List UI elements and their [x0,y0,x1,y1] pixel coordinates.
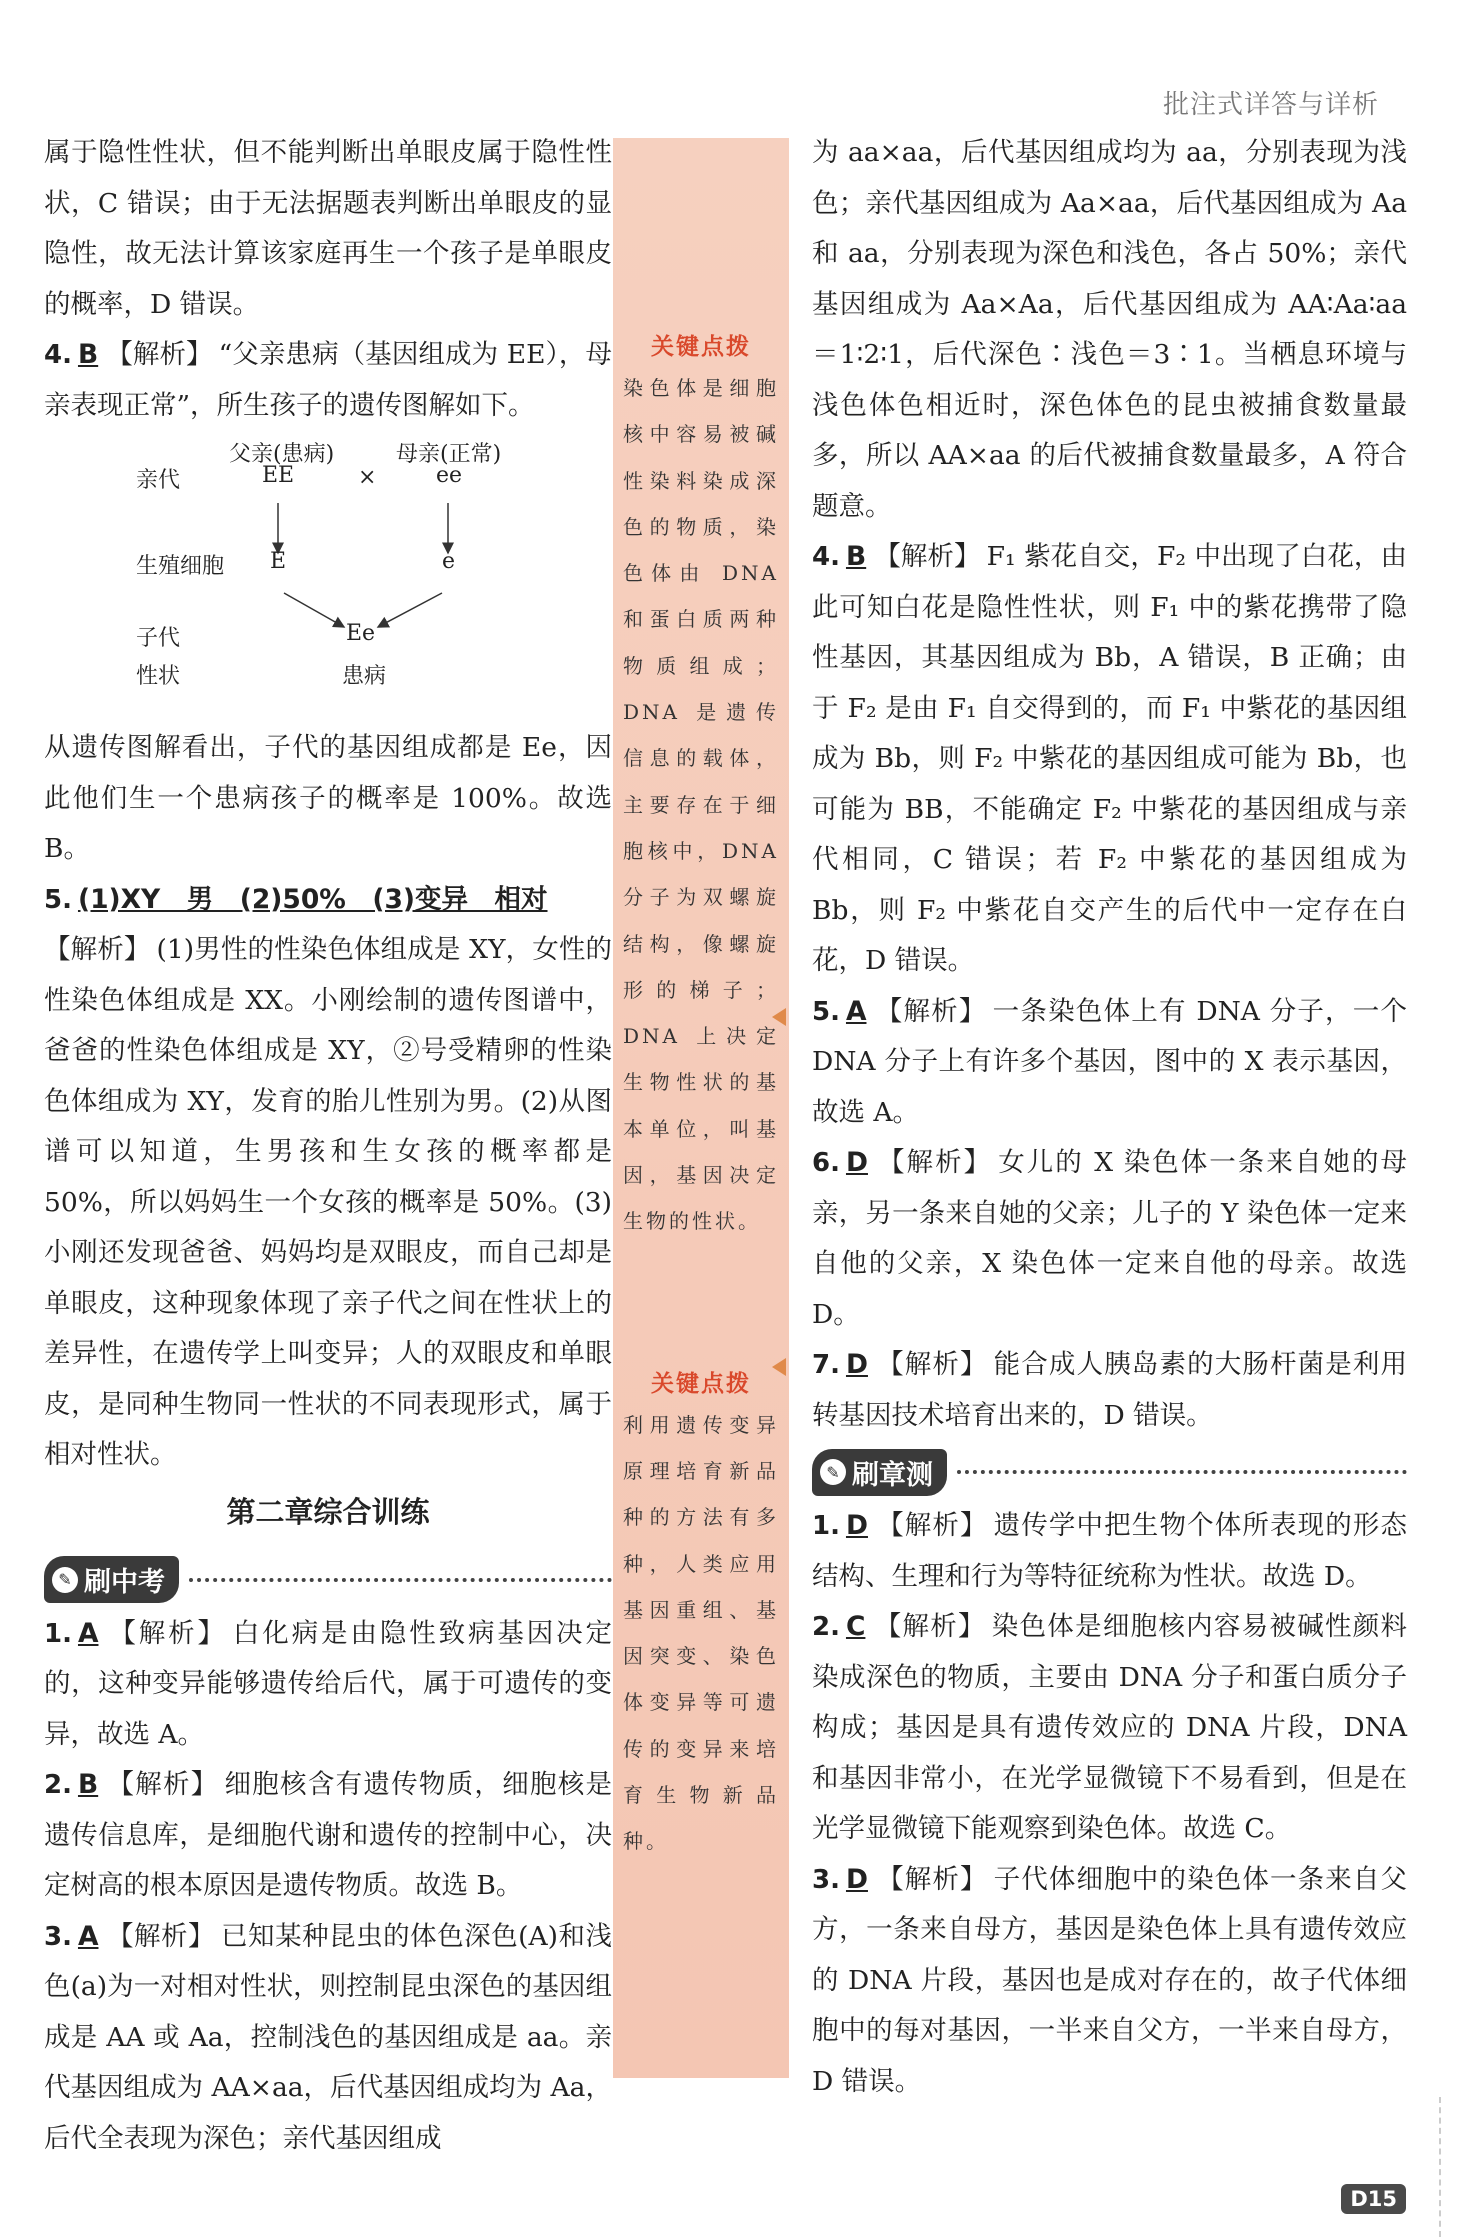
parent-row-label: 亲代 [136,468,181,493]
mother-gene: ee [436,463,463,488]
gamete-father: E [270,549,287,574]
badge-row-chapter [812,1445,1407,1499]
page-number: D15 [1341,2184,1406,2214]
exam-question-2: 2. B 【解析】 细胞核含有遗传物质，细胞核是遗传信息库，是细胞代谢和遗传的控制中心，决定树高的根本原因是遗传物质。故选 B。 [44,1769,613,1901]
exam-question-1: 1. A 【解析】 白化病是由隐性致病基因决定的，这种变异能够遗传给后代，属于可遗传的变异，故选 A。 [44,1617,613,1750]
father-gene: EE [262,463,295,488]
answer-text: (1)XY 男 (2)50% (3)变异 相对 [77,883,548,915]
pointer-arrow-icon [772,1358,786,1376]
gamete-row-label: 生殖细胞 [136,554,225,579]
continued-text-right: 为 aa×aa，后代基因组成均为 aa，分别表现为浅色；亲代基因组成为 Aa×aa，后代基因组成为 Aa 和 aa，分别表现为深色和浅色，各占 50%；亲代基因组成为 Aa×Aa，后代基因组成为 AA∶Aa∶aa＝1∶2∶1，后代深色∶浅色＝3∶1。当栖息环境与浅色体色相近时，深色体色的昆虫被捕食数量最多，所以 AA×aa 的后代被捕食数量最多，A 符合题意。 [812,137,1407,522]
mother-label: 母亲(正常) [396,442,502,467]
question-6-right: 6. D 【解析】 女儿的 X 染色体一条来自她的母亲，另一条来自她的父亲；儿子的 Y 染色体一定来自他的父亲，X 染色体一定来自他的母亲。故选 D。 [812,1147,1407,1330]
right-column [812,128,1407,2107]
trait-row-label: 性状 [136,664,181,689]
page-corner-decoration [1439,2097,1461,2237]
pen-icon: ✎ [820,1459,846,1485]
side-annotation-strip [613,138,789,2078]
offspring-trait: 患病 [342,664,387,689]
chapter-question-1: 1. D 【解析】 遗传学中把生物个体所表现的形态结构、生理和行为等特征统称为性状。故选 D。 [812,1510,1408,1592]
question-4-right: 4. B 【解析】 F₁ 紫花自交，F₂ 中出现了白花，由此可知白花是隐性性状，则 F₁ 中的紫花携带了隐性基因，其基因组成为 Bb，A 错误，B 正确；由于 F₂ 是由 F₁ 自交得到的，而 F₁ 中紫花的基因组成为 Bb，则 F₂ 中紫花的基因组成可能为 Bb，也可能为 BB，不能确定 F₂ 中紫花的基因组成与亲代相同，C 错误；若 F₂ 中紫花的基因组成为 Bb，则 F₂ 中紫花自交产生的后代中一定存在白花，D 错误。 [812,541,1408,976]
question-5: 5. (1)XY 男 (2)50% (3)变异 相对 [44,883,548,915]
dotted-divider [189,1578,612,1582]
left-column [44,128,612,2164]
answer-letter: B [77,339,99,370]
gamete-mother: e [442,549,456,574]
question-5-explanation: 【解析】 (1)男性的性染色体组成是 XY，女性的性染色体组成是 XX。小刚绘制的遗传图谱中，爸爸的性染色体组成是 XY，②号受精卵的性染色体组成为 XY，发育的胎儿性别为男。(2)从图谱可以知道，生男孩和生女孩的概率都是 50%，所以妈妈生一个女孩的概率是 50%。(3)小刚还发现爸爸、妈妈均是双眼皮，而自己却是单眼皮，这种现象体现了亲子代之间在性状上的差异性，在遗传学上叫变异；人的双眼皮和单眼皮，是同种生物同一性状的不同表现形式，属于相对性状。 [44,934,613,1470]
key-point-title-1: 关键点拨 [651,334,751,360]
pointer-arrow-icon [772,1008,786,1026]
page-header: 批注式详答与详析 [1162,90,1379,120]
question-4-conclusion: 从遗传图解看出，子代的基因组成都是 Ee，因此他们生一个患病孩子的概率是 100%。故选 B。 [44,732,612,864]
question-4: 4. B 【解析】 “父亲患病（基因组成为 EE），母亲表现正常”，所生孩子的遗传图解如下。 [44,339,612,421]
diagram-arrows [44,431,612,723]
question-5-right: 5. A 【解析】 一条染色体上有 DNA 分子，一个 DNA 分子上有许多个基因，图中的 X 表示基因，故选 A。 [812,995,1408,1128]
key-point-title-2: 关键点拨 [651,1370,751,1397]
cross-symbol: × [358,465,377,490]
pen-icon: ✎ [52,1567,78,1593]
chapter-question-2: 2. C 【解析】 染色体是细胞核内容易被碱性颜料染成深色的物质，主要由 DNA 分子和蛋白质分子构成；基因是具有遗传效应的 DNA 片段，DNA 和基因非常小，在光学显微镜下不易看到，但是在光学显微镜下能观察到染色体。故选 C。 [812,1611,1408,1844]
father-label: 父亲(患病) [229,442,335,467]
chapter-question-3: 3. D 【解析】 子代体细胞中的染色体一条来自父方，一条来自母方，基因是染色体上具有遗传效应的 DNA 片段，基因也是成对存在的，故子代体细胞中的每对基因，一半来自父方，一半来自母方，D 错误。 [812,1863,1408,2097]
dotted-divider [957,1470,1407,1474]
key-point-text-2: 利用遗传变异原理培育新品种的方法有多种，人类应用基因重组、基因突变、染色体变异等可遗传的变异来培育生物新品种。 [623,1412,779,1854]
offspring-gene: Ee [346,621,376,646]
badge-row-exam [44,1553,612,1607]
genetic-diagram [44,431,612,723]
offspring-row-label: 子代 [136,626,181,651]
key-point-text-1: 染色体是细胞核中容易被碱性染料染成深色的物质，染色体由 DNA 和蛋白质两种物质组成；DNA 是遗传信息的载体，主要存在于细胞核中，DNA 分子为双螺旋结构，像螺旋形的梯子；DNA 上决定生物性状的基本单位，叫基因，基因决定生物的性状。 [623,376,779,1234]
continued-text: 属于隐性性状，但不能判断出单眼皮属于隐性性状，C 错误；由于无法据题表判断出单眼皮的显隐性，故无法计算该家庭再生一个孩子是单眼皮的概率，D 错误。 [44,137,612,320]
exam-question-3: 3. A 【解析】 已知某种昆虫的体色深色(A)和浅色(a)为一对相对性状，则控制昆虫深色的基因组成是 AA 或 Aa，控制浅色的基因组成是 aa。亲代基因组成为 AA×aa，后代基因组成均为 Aa，后代全表现为深色；亲代基因组成 [44,1920,612,2154]
question-7-right: 7. D 【解析】 能合成人胰岛素的大肠杆菌是利用转基因技术培育出来的，D 错误。 [812,1349,1408,1431]
badge-exam: ✎ 刷中考 [44,1556,179,1603]
section-title: 第二章综合训练 [226,1494,430,1529]
badge-chapter: ✎ 刷章测 [812,1449,947,1496]
